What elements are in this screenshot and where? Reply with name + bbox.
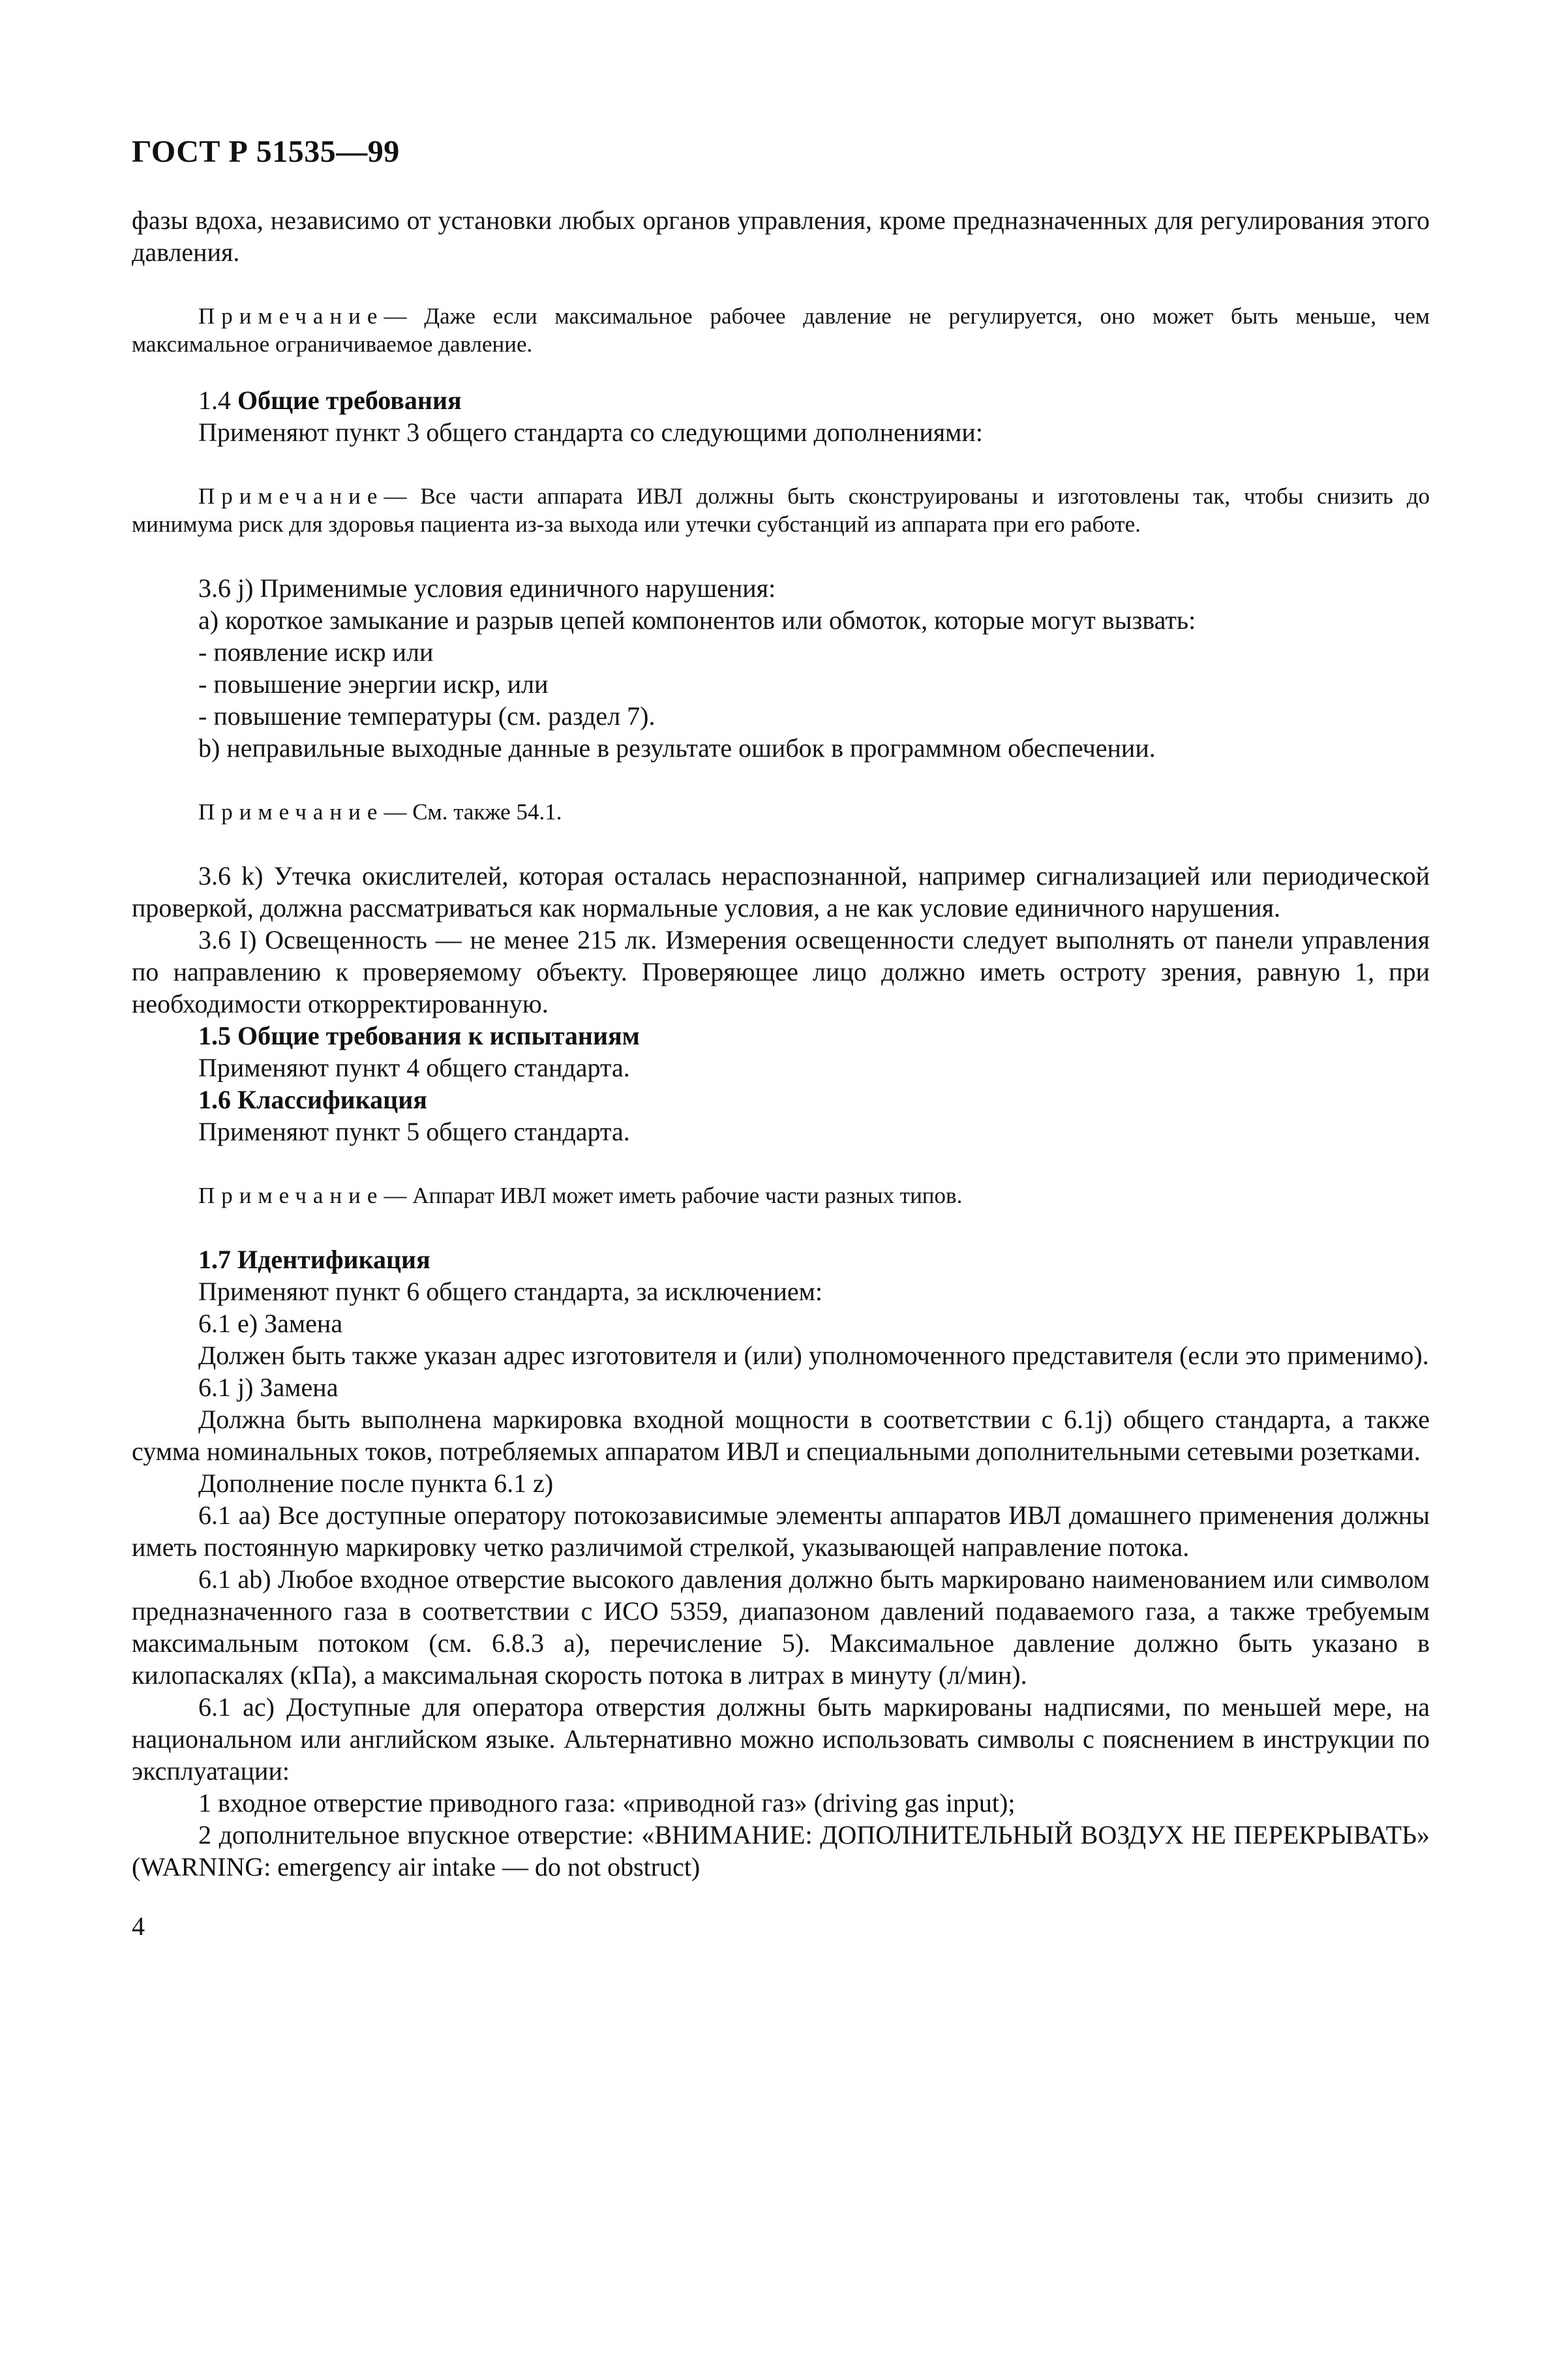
section-1-5-title: 1.5 Общие требования к испытаниям — [198, 1021, 640, 1050]
clause-6-1-ac: 6.1 ас) Доступные для оператора отверстия должны быть маркированы надписями, по меньшей мере, на национальном или английском языке. Альтернативно можно использовать символы с пояснением в инструкции по эксплуатации: — [132, 1692, 1430, 1786]
clause-3-6-j-title: 3.6 j) Применимые условия единичного нарушения: — [198, 573, 776, 603]
section-1-6-title: 1.6 Классификация — [198, 1085, 427, 1114]
section-1-6-text: Применяют пункт 5 общего стандарта. — [198, 1117, 630, 1146]
note-dash: — — [384, 483, 421, 509]
clause-6-1-ac-item-1: 1 входное отверстие приводного газа: «приводной газ» (driving gas input); — [198, 1788, 1016, 1818]
note-text: См. также 54.1. — [412, 799, 562, 825]
section-1-7-title: 1.7 Идентификация — [198, 1245, 430, 1274]
clause-6-1-ac-item-2: 2 дополнительное впускное отверстие: «ВНИМАНИЕ: ДОПОЛНИТЕЛЬНЫЙ ВОЗДУХ НЕ ПЕРЕКРЫВАТЬ» (WARNING: emergency air intake — do not obstruct) — [132, 1820, 1430, 1881]
list-item: - повышение температуры (см. раздел 7). — [198, 701, 656, 731]
note-4 — [132, 1181, 1430, 1210]
paragraph-continuation: фазы вдоха, независимо от установки любых органов управления, кроме предназначенных для регулирования этого давления. — [132, 206, 1430, 267]
note-1 — [132, 302, 1430, 358]
clause-3-6-l: 3.6 I) Освещенность — не менее 215 лк. Измерения освещенности следует выполнять от панели управления по направлению к проверяемому объекту. Проверяющее лицо должно иметь остроту зрения, равную 1, при необходимости откорректированную. — [132, 925, 1430, 1018]
note-text: Все части аппарата ИВЛ должны быть сконструированы и изготовлены так, чтобы снизить до минимума риск для здоровья пациента из-за выхода или утечки субстанций из аппарата при его работе. — [132, 483, 1430, 537]
clause-6-1-e-title: 6.1 е) Замена — [198, 1309, 343, 1338]
note-3 — [132, 798, 1430, 826]
note-dash: — — [384, 1183, 413, 1208]
clause-6-1-e-text: Должен быть также указан адрес изготовителя и (или) уполномоченного представителя (если это применимо). — [198, 1341, 1429, 1370]
list-item: - появление искр или — [198, 637, 434, 667]
note-text: Даже если максимальное рабочее давление не регулируется, оно может быть меньше, чем максимальное ограничиваемое давление. — [132, 303, 1430, 357]
section-number: 1.4 — [198, 386, 237, 415]
page-number: 4 — [132, 1912, 145, 1941]
clause-3-6-j-item-a: а) короткое замыкание и разрыв цепей компонентов или обмоток, которые могут вызвать: — [198, 605, 1196, 635]
section-1-5-text: Применяют пункт 4 общего стандарта. — [198, 1053, 630, 1082]
clause-6-1-aa: 6.1 аа) Все доступные оператору потокозависимые элементы аппаратов ИВЛ домашнего применения должны иметь постоянную маркировку четко различимой стрелкой, указывающей направление потока. — [132, 1500, 1430, 1562]
note-text: Аппарат ИВЛ может иметь рабочие части разных типов. — [412, 1183, 963, 1208]
note-dash: — — [384, 799, 413, 825]
addition-title: Дополнение после пункта 6.1 z) — [198, 1469, 554, 1498]
section-1-4-heading — [132, 384, 1430, 416]
list-item: - повышение энергии искр, или — [198, 669, 549, 699]
clause-6-1-j-title: 6.1 j) Замена — [198, 1373, 339, 1402]
section-title: Общие требования — [237, 386, 462, 415]
clause-6-1-j-text: Должна быть выполнена маркировка входной мощности в соответствии с 6.1j) общего стандарта, а также сумма номинальных токов, потребляемых аппаратом ИВЛ и специальными дополнительными сетевыми розетками. — [132, 1405, 1430, 1466]
clause-6-1-ab: 6.1 ab) Любое входное отверстие высокого давления должно быть маркировано наименованием или символом предназначенного газа в соответствии с ИСО 5359, диапазоном давлений подаваемого газа, а также требуемым максимальным потоком (см. 6.8.3 а), перечисление 5). Максимальное давление должно быть указано в килопаскалях (кПа), а максимальная скорость потока в литрах в минуту (л/мин). — [132, 1564, 1430, 1690]
note-label: Примечание — [198, 483, 384, 509]
document-header: ГОСТ Р 51535—99 — [132, 134, 400, 169]
clause-3-6-j-item-b: b) неправильные выходные данные в результате ошибок в программном обеспечении. — [198, 733, 1156, 763]
note-label: Примечание — [198, 799, 384, 825]
section-1-7-intro: Применяют пункт 6 общего стандарта, за исключением: — [198, 1277, 823, 1306]
note-dash: — — [384, 303, 425, 329]
note-label: Примечание — [198, 1183, 384, 1208]
note-2 — [132, 482, 1430, 538]
section-1-4-text: Применяют пункт 3 общего стандарта со следующими дополнениями: — [198, 418, 983, 447]
note-label: Примечание — [198, 303, 384, 329]
clause-3-6-k: 3.6 k) Утечка окислителей, которая осталась нераспознанной, например сигнализацией или периодической проверкой, должна рассматриваться как нормальные условия, а не как условие единичного нарушения. — [132, 861, 1430, 922]
